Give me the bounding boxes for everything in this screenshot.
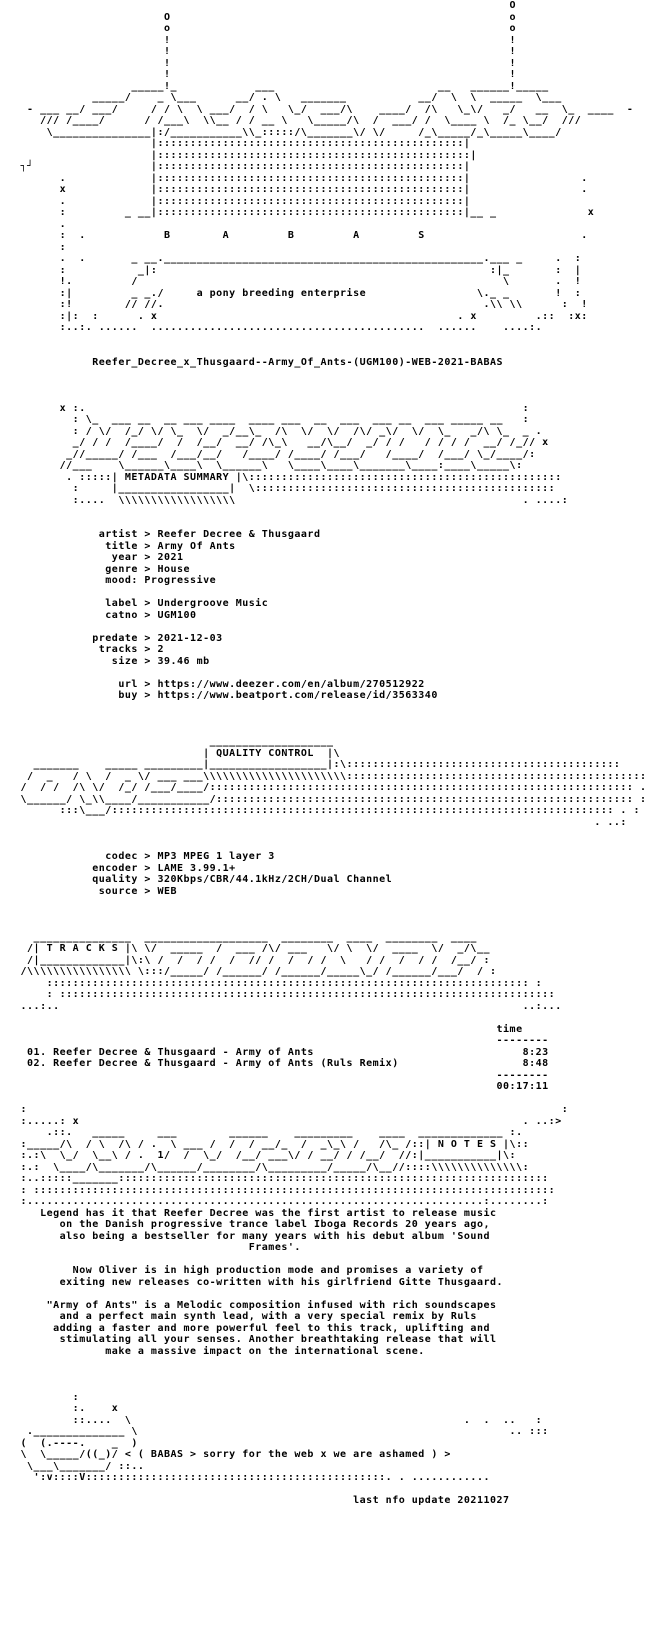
nfo-line: url > https://www.deezer.com/en/album/270512922 bbox=[14, 678, 425, 690]
nfo-line: 00:17:11 bbox=[14, 1081, 549, 1092]
nfo-line: also being a bestseller for many years with his debut album 'Sound bbox=[14, 1230, 490, 1242]
nfo-line: ___________________ bbox=[14, 736, 334, 747]
nfo-line: : |_________________| \:::::::::::::::::::::::::::::::::::::::::::::: bbox=[14, 483, 556, 494]
nfo-line: make a massive impact on the international scene. bbox=[14, 1345, 425, 1357]
nfo-line: . :::::| METADATA SUMMARY |\:::::::::::::::::::::::::::::::::::::::::::::::: bbox=[14, 471, 562, 483]
nfo-line: /// /____/ / /___\ \\__ / / __ \ \_____/\ / ___/ / \____ \ /_ \__/ /// bbox=[14, 115, 582, 126]
nfo-line: x |:::::::::::::::::::::::::::::::::::::::::::::::| . bbox=[14, 184, 588, 195]
nfo-line: _//_____/ /___ /___/__/ /____/ /____/ /___/ /____/ /___/ \_/____/: bbox=[14, 448, 536, 460]
nfo-line: _______ _____ _________|__________________|:\:::::::::::::::::::::::::::::::::::::::::: bbox=[14, 759, 621, 770]
nfo-line: \ \_____/((_)/ < ( BABAS > sorry for the web x we are ashamed ) > bbox=[14, 1449, 451, 1460]
nfo-line: : \_ ___ __ __ ___ ____ ____ ___ __ ___ ___ __ ___ _____ __ : bbox=[14, 414, 530, 425]
nfo-line: ! ! bbox=[14, 57, 517, 69]
nfo-line: / _ / \ / _ \/ ___ ___\\\\\\\\\\\\\\\\\\\\\\:::::::::::::::::::::::::::::::::::::::::::::: bbox=[14, 770, 647, 782]
nfo-line: . |:::::::::::::::::::::::::::::::::::::::::::::::| . bbox=[14, 172, 588, 184]
nfo-line: -------- bbox=[14, 1069, 549, 1081]
nfo-line: |:::::::::::::::::::::::::::::::::::::::::::::::| bbox=[14, 138, 471, 149]
nfo-line: :......................................................................:........: bbox=[14, 1196, 549, 1207]
nfo-line: adding a faster and more powerful feel to this track, uplifting and bbox=[14, 1322, 490, 1334]
nfo-line: Now Oliver is in high production mode and promises a variety of bbox=[14, 1265, 484, 1276]
nfo-line: :..:. ...... .......................................... ...... ....:. bbox=[14, 322, 543, 333]
nfo-line: _______________ ___________________ ________ ____ ________ ____ bbox=[14, 931, 477, 943]
nfo-line: .______________ \ .. ::: bbox=[14, 1426, 549, 1437]
nfo-line: . bbox=[14, 218, 67, 230]
nfo-line: catno > UGM100 bbox=[14, 609, 197, 621]
nfo-line: label > Undergroove Music bbox=[14, 598, 269, 609]
nfo-line: size > 39.46 mb bbox=[14, 655, 210, 667]
nfo-line: . . _ __._________________________________________________.___ _ . : bbox=[14, 253, 582, 264]
nfo-line: "Army of Ants" is a Melodic composition infused with rich soundscapes bbox=[14, 1299, 497, 1311]
nfo-line: codec > MP3 MPEG 1 layer 3 bbox=[14, 851, 275, 862]
nfo-line: time bbox=[14, 1023, 523, 1035]
nfo-line: encoder > LAME 3.99.1+ bbox=[14, 862, 236, 874]
nfo-line: ( (.----. _ ) bbox=[14, 1437, 138, 1449]
nfo-line: and a perfect main synth lead, with a very special remix by Ruls bbox=[14, 1311, 477, 1322]
nfo-line: :..:::::_______:::::::::::::::::::::::::::::::::::::::::::::::::::::::::::::::::: bbox=[14, 1173, 549, 1184]
nfo-line: predate > 2021-12-03 bbox=[14, 632, 223, 644]
nfo-line: ┐┘ |:::::::::::::::::::::::::::::::::::::::::::::::| bbox=[14, 161, 471, 172]
nfo-line: stimulating all your senses. Another breathtaking release that will bbox=[14, 1334, 497, 1345]
nfo-line: tracks > 2 bbox=[14, 644, 164, 655]
nfo-line: ':v::::V::::::::::::::::::::::::::::::::::::::::::::::. . ............ bbox=[14, 1472, 490, 1483]
nfo-line: : bbox=[14, 241, 67, 253]
nfo-line: :.... \\\\\\\\\\\\\\\\\\ . ....: bbox=[14, 494, 569, 506]
nfo-line: ...:.. ..:... bbox=[14, 1000, 562, 1012]
nfo-line: :| _ _./ a pony breeding enterprise \._ _ ! : bbox=[14, 287, 582, 299]
nfo-line: _____!_ ___ __ ______!_____ bbox=[14, 80, 549, 92]
nfo-line: |::::::::::::::::::::::::::::::::::::::::::::::::| bbox=[14, 149, 477, 161]
nfo-line: title > Army Of Ants bbox=[14, 540, 236, 552]
nfo-line: buy > https://www.beatport.com/release/id/3563340 bbox=[14, 690, 438, 701]
nfo-line: \___\_______/ ::.. bbox=[14, 1460, 145, 1472]
nfo-line: x :. : bbox=[14, 402, 530, 414]
nfo-line: ::.... \ . . .. : bbox=[14, 1414, 543, 1426]
nfo-line: : bbox=[14, 1391, 80, 1403]
nfo-line: ! ! bbox=[14, 34, 517, 46]
nfo-line: / / / /\ \/ /_/ /___/____/::::::::::::::::::::::::::::::::::::::::::::::::::::::::::::::::: . bbox=[14, 782, 647, 793]
nfo-line: Frames'. bbox=[14, 1242, 301, 1253]
nfo-line: :. x bbox=[14, 1403, 119, 1414]
nfo-line: - ___ __/ ___/ / / \ \ ___/ / \ \_/ ___/\ ____/ /\ \_\/ _/ __ \_ ____ - bbox=[14, 103, 634, 115]
nfo-line: last nfo update 20211027 bbox=[14, 1495, 510, 1506]
nfo-line: year > 2021 bbox=[14, 552, 184, 563]
nfo-line: /\\\\\\\\\\\\\\\\ \:::/_____/ /______/ /______/_____\_/ /______/___/ / : bbox=[14, 966, 497, 977]
nfo-line: :::::::::::::::::::::::::::::::::::::::::::::::::::::::::::::::::::::::::: : bbox=[14, 977, 543, 989]
nfo-line: . ..: bbox=[14, 816, 627, 828]
nfo-line: _____/ _ \___ __/ . \ _______ __/ \ \ _____ \___ bbox=[14, 92, 562, 103]
nfo-line: : / \/ /_/ \/ \_ \/ _/__\_ /\ \/ \/ /\/ _\/ \/ \_ _/\ \_ _ . bbox=[14, 425, 543, 437]
nfo-line: //___ \______\____\ \______\ \____\____\_______\____:____\_____\: bbox=[14, 460, 523, 471]
nfo-line: 02. Reefer Decree & Thusgaard - Army of Ants (Ruls Remix) 8:48 bbox=[14, 1058, 549, 1069]
nfo-line: genre > House bbox=[14, 563, 191, 575]
nfo-line: Legend has it that Reefer Decree was the first artist to release music bbox=[14, 1207, 497, 1219]
nfo-line: : :::::::::::::::::::::::::::::::::::::::::::::::::::::::::::::::::::::::::::: bbox=[14, 989, 562, 1000]
nfo-line: :_____/\ / \ /\ / . \ ___ / / / __/_ / _\_\ / /\_ /::| N O T E S |\:: bbox=[14, 1138, 530, 1150]
nfo-line: mood: Progressive bbox=[14, 575, 217, 586]
nfo-line: 01. Reefer Decree & Thusgaard - Army of Ants 8:23 bbox=[14, 1046, 549, 1058]
nfo-line: : . B A B A S . bbox=[14, 230, 588, 241]
nfo-line: quality > 320Kbps/CBR/44.1kHz/2CH/Dual Channel bbox=[14, 874, 393, 885]
nfo-line: :! // //. .\\ \\ : ! bbox=[14, 299, 588, 310]
nfo-line: . |:::::::::::::::::::::::::::::::::::::::::::::::| bbox=[14, 195, 471, 207]
nfo-line: ! ! bbox=[14, 69, 517, 80]
nfo-line: ! ! bbox=[14, 46, 517, 57]
nfo-line: :.....: x . ..:> bbox=[14, 1115, 562, 1127]
nfo-line: source > WEB bbox=[14, 885, 178, 897]
nfo-line: \_______________|:/___________\\_:::::/\_______\/ \/ /_\_____/_\_____\____/ bbox=[14, 126, 562, 138]
nfo-line: :|: : . x . x .:: :x: bbox=[14, 310, 588, 322]
nfo-line: \______/ \_\\____/___________/:::::::::::::::::::::::::::::::::::::::::::::::::::::::::::::::: : bbox=[14, 793, 647, 805]
nfo-line: !. / \ . ! bbox=[14, 276, 582, 287]
nfo-line: O o bbox=[14, 11, 517, 23]
nfo-line: exiting new releases co-written with his girlfriend Gitte Thusgaard. bbox=[14, 1276, 504, 1288]
nfo-line: : _ __|:::::::::::::::::::::::::::::::::::::::::::::::|__ _ x bbox=[14, 207, 595, 218]
nfo-line: on the Danish progressive trance label Iboga Records 20 years ago, bbox=[14, 1219, 490, 1230]
nfo-line: /| T R A C K S |\ \/ _____ / ___ /\/ ___ \/ \ \/ ____ \/ _/\__ bbox=[14, 943, 497, 954]
nfo-line: :.: \____/\_______/\______/________/\_________/_____/\__//::::\\\\\\\\\\\\\\: bbox=[14, 1161, 530, 1173]
nfo-line: :.:\ \_/ \__\ / . 1/ / \_/ /__/ ___\/ / __/ / /__/ //:|___________|\: bbox=[14, 1150, 517, 1161]
nfo-line: O bbox=[14, 0, 517, 11]
nfo-line: .::. _____ ___ ______ _________ ____ _____________ :. bbox=[14, 1127, 523, 1138]
nfo-line: Reefer_Decree_x_Thusgaard--Army_Of_Ants-(UGM100)-WEB-2021-BABAS bbox=[14, 356, 504, 368]
nfo-line: /|_____________|\:\ / / / / / // / / / / \ / / / / / /__/ : bbox=[14, 954, 490, 966]
nfo-line: o o bbox=[14, 23, 517, 34]
nfo-line: : : bbox=[14, 1104, 569, 1115]
nfo-line: : _|: :|_ : | bbox=[14, 264, 582, 276]
nfo-line: :::\___/::::::::::::::::::::::::::::::::::::::::::::::::::::::::::::::::::::::::::::: . : bbox=[14, 805, 640, 816]
nfo-line: -------- bbox=[14, 1035, 549, 1046]
nfo-line: _/ / / /____/ / /__/ __/ /\_\ __/\__/ _/ / / / / / / __/ /_// x bbox=[14, 437, 549, 448]
nfo-line: artist > Reefer Decree & Thusgaard bbox=[14, 529, 321, 540]
nfo-line: : :::::::::::::::::::::::::::::::::::::::::::::::::::::::::::::::::::::::::::::::: bbox=[14, 1184, 556, 1196]
nfo-line: | QUALITY CONTROL |\ bbox=[14, 747, 341, 759]
